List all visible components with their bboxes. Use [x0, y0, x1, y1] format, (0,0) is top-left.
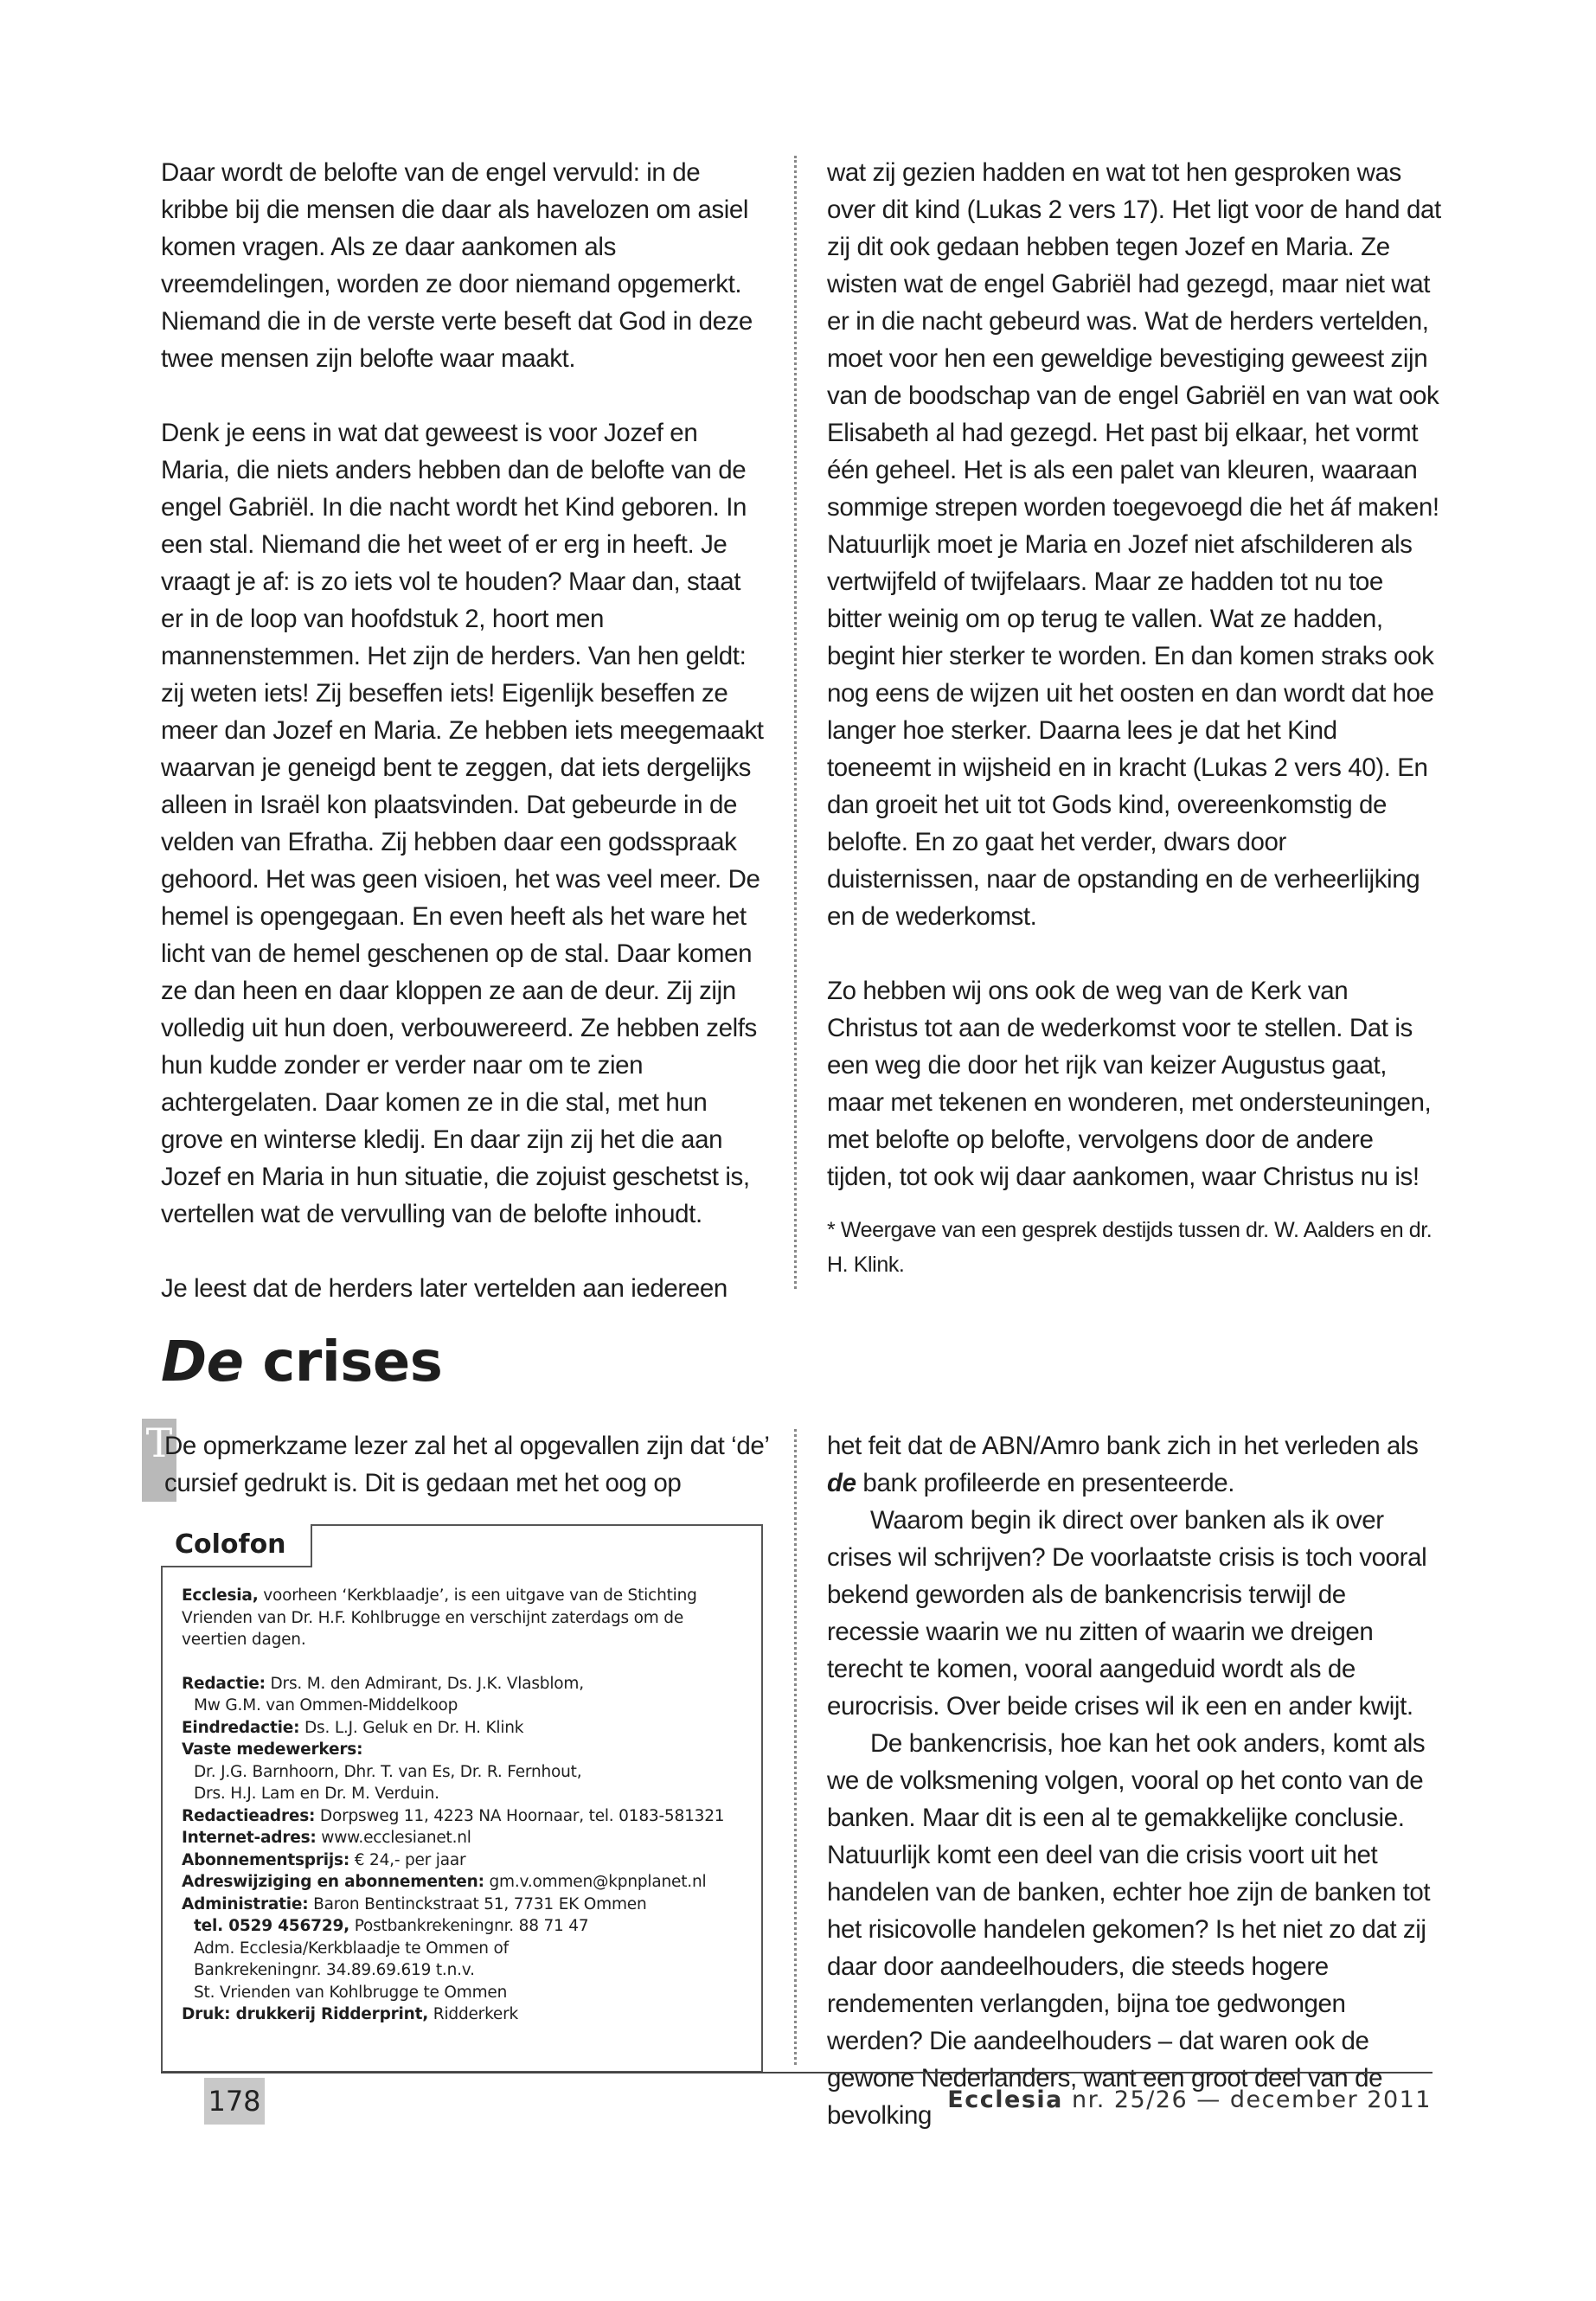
- colofon-line: Redactieadres: Dorpsweg 11, 4223 NA Hoornaar, tel. 0183-581321: [182, 1806, 725, 1825]
- issue-info: nr. 25/26 — december 2011: [1062, 2086, 1432, 2113]
- paragraph: Daar wordt de belofte van de engel vervuld: in de kribbe bij die mensen die daar als havelozen om asiel komen vragen. Als ze daar aankomen als vreemdelingen, worden ze door niemand opgemerkt. Niemand die in de verste verte beseft dat God in deze twee mensen zijn belofte waar maakt.: [161, 158, 753, 373]
- colofon-line: Druk: drukkerij Ridderprint, Ridderkerk: [182, 2005, 519, 2023]
- magazine-name: Ecclesia: [947, 2086, 1063, 2113]
- emphasis-de: de: [827, 1469, 856, 1497]
- colofon-line: Dr. J.G. Barnhoorn, Dhr. T. van Es, Dr. R. Fernhout,: [194, 1762, 582, 1781]
- colofon-line: Adreswijziging en abonnementen: gm.v.ommen@kpnplanet.nl: [182, 1873, 707, 1891]
- page-number: 178: [204, 2078, 265, 2125]
- colofon-line: Mw G.M. van Ommen-Middelkoop: [194, 1696, 458, 1715]
- colofon-tab: Colofon: [161, 1524, 312, 1567]
- paragraph: Je leest dat de herders later vertelden aan iedereen: [161, 1274, 727, 1303]
- paragraph: Denk je eens in wat dat geweest is voor Jozef en Maria, die niets anders hebben dan de belofte van de engel Gabriël. In die nacht wordt het Kind geboren. In een stal. Niemand die het weet of er erg in heeft. Je vraagt je af: is zo iets vol te houden? Maar dan, staat er in de loop van hoofdstuk 2, hoort men mannenstemmen. Het zijn de herders. Van hen geldt: zij weten iets! Zij beseffen iets! Eigenlijk beseffen ze meer dan Jozef en Maria. Ze hebben iets meegemaakt waarvan je geneigd bent te zeggen, dat iets dergelijks alleen in Israël kon plaatsvinden. Dat gebeurde in de velden van Efratha. Zij hebben daar een godsspraak gehoord. Het was geen visioen, het was veel meer. De hemel is opengegaan. En even heeft als het ware het licht van de hemel geschenen op de stal. Daar komen ze dan heen en daar kloppen ze aan de deur. Zij zijn volledig uit hun doen, verbouwereerd. Ze hebben zelfs hun kudde zonder er verder naar om te zien achtergelaten. Daar komen ze in die stal, met hun grove en winterse kledij. En daar zijn zij het die aan Jozef en Maria in hun situatie, die zojuist geschetst is, vertellen wat de vervulling van de belofte inhoudt.: [161, 419, 764, 1228]
- paragraph: De bankencrisis, hoe kan het ook anders, komt als we de volksmening volgen, vooral op het conto van de banken. Maar dit is een al te gemakkelijke conclusie. Natuurlijk komt een deel van die crisis voort uit het handelen van de banken, echter hoe zijn de banken tot het risicovolle handelen gekomen? Is het niet zo dat zij daar door aandeelhouders, die steeds hogere rendementen verlangden, bijna toe gedwongen werden? Die aandeelhouders – dat waren ook de gewone Nederlanders, want een groot deel van de bevolking: [827, 1729, 1431, 2130]
- article-title: [161, 1328, 442, 1397]
- colofon-line: Vaste medewerkers:: [182, 1740, 363, 1759]
- colofon-line: tel. 0529 456729, Postbankrekeningnr. 88 71 47: [194, 1917, 589, 1935]
- colofon-line: Bankrekeningnr. 34.89.69.619 t.n.v.: [194, 1961, 475, 1979]
- title-rest: crises: [243, 1330, 443, 1394]
- colofon-line: veertien dagen.: [182, 1631, 306, 1649]
- colofon-line: Ecclesia, voorheen ‘Kerkblaadje’, is een uitgave van de Stichting: [182, 1586, 697, 1605]
- colofon-body: [182, 1585, 751, 2026]
- article-top-left-column: [161, 154, 766, 1307]
- colofon-line: Internet-adres: www.ecclesianet.nl: [182, 1829, 471, 1847]
- colofon-line: Adm. Ecclesia/Kerkblaadje te Ommen of: [194, 1939, 509, 1958]
- paragraph: Waarom begin ik direct over banken als ik over crises wil schrijven? De voorlaatste crisis is toch vooral bekend geworden als de bankencrisis terwijl de recessie waarin we nu zitten of waarin we dreigen terecht te komen, vooral aangeduid wordt als de eurocrisis. Over beide crises wil ik een en ander kwijt.: [827, 1506, 1427, 1721]
- paragraph: Zo hebben wij ons ook de weg van de Kerk van Christus tot aan de wederkomst voor te stellen. Dat is een weg die door het rijk van keizer Augustus gaat, maar met tekenen en wonderen, met ondersteuningen, met belofte op belofte, vervolgens door de andere tijden, tot ook wij daar aankomen, waar Christus nu is!: [827, 977, 1432, 1191]
- column-divider: [794, 1429, 797, 2065]
- footnote: * Weergave van een gesprek destijds tussen dr. W. Aalders en dr. H. Klink.: [827, 1218, 1433, 1277]
- dropcap: T: [142, 1419, 176, 1502]
- article-bottom-left-column: [164, 1427, 770, 1502]
- colofon-line: St. Vrienden van Kohlbrugge te Ommen: [194, 1983, 508, 2002]
- paragraph: wat zij gezien hadden en wat tot hen gesproken was over dit kind (Lukas 2 vers 17). Het ligt voor de hand dat zij dit ook gedaan hebben tegen Jozef en Maria. Ze wisten wat de engel Gabriël had gezegd, maar niet wat er in die nacht gebeurd was. Wat de herders vertelden, moet voor hen een geweldige bevestiging geweest zijn van de boodschap van de engel Gabriël en van wat ook Elisabeth al had gezegd. Het past bij elkaar, het vormt één geheel. Het is als een palet van kleuren, waaraan sommige strepen worden toegevoegd die het áf maken! Natuurlijk moet je Maria en Jozef niet afschilderen als vertwijfeld of twijfelaars. Maar ze hadden tot nu toe bitter weinig om op terug te vallen. Wat ze hadden, begint hier sterker te worden. En dan komen straks ook nog eens de wijzen uit het oosten en dan wordt dat hoe langer hoe sterker. Daarna lees je dat het Kind toeneemt in wijsheid en in kracht (Lukas 2 vers 40). En dan groeit het uit tot Gods kind, overeenkomstig de belofte. En zo gaat het verder, dwars door duisternissen, naar de opstanding en de verheerlijking en de wederkomst.: [827, 158, 1441, 931]
- colofon-line: Administratie: Baron Bentinckstraat 51, 7731 EK Ommen: [182, 1894, 647, 1913]
- title-italic: De: [161, 1330, 244, 1394]
- article-bottom-right-column: [827, 1427, 1441, 2134]
- colofon-box: [161, 1524, 763, 2073]
- colofon-line: Vrienden van Dr. H.F. Kohlbrugge en verschijnt zaterdags om de: [182, 1608, 684, 1627]
- footer-rule: [161, 2072, 1433, 2073]
- paragraph: het feit dat de ABN/Amro bank zich in het verleden als de bank profileerde en presenteerde.: [827, 1432, 1419, 1497]
- colofon-line: Abonnementsprijs: € 24,- per jaar: [182, 1850, 466, 1869]
- colofon-line: Redactie: Drs. M. den Admirant, Ds. J.K. Vlasblom,: [182, 1674, 584, 1693]
- colofon-line: Eindredactie: Ds. L.J. Geluk en Dr. H. Klink: [182, 1718, 524, 1737]
- colofon-line: Drs. H.J. Lam en Dr. M. Verduin.: [194, 1785, 439, 1803]
- article-top-right-column: [827, 154, 1441, 1282]
- intro-paragraph: De opmerkzame lezer zal het al opgevallen zijn dat ‘de’ cursief gedrukt is. Dit is gedaan met het oog op: [164, 1432, 769, 1497]
- footer-issue: [947, 2083, 1432, 2118]
- column-divider: [794, 156, 797, 1289]
